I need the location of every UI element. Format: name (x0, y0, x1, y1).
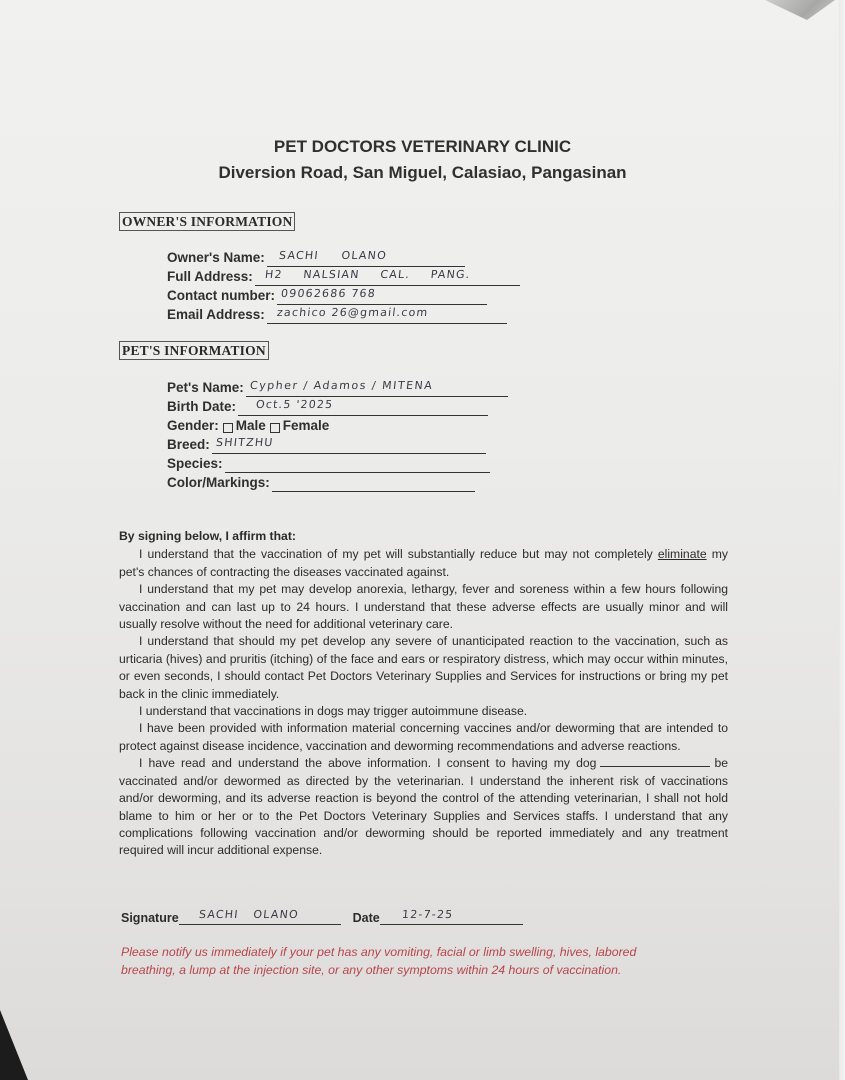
breed-field (167, 436, 486, 454)
owner-name-field (167, 249, 465, 267)
owner-name-value: SACHI OLANO (278, 249, 388, 262)
breed-value: SHITZHU (215, 436, 274, 449)
full-address-field (167, 268, 520, 286)
affirmation-p1-end: my pet's chances of contracting the diseases vaccinated against. (119, 547, 728, 579)
affirmation-p1-start: I understand that the vaccination of my pet will substantially reduce but may not completely (139, 547, 658, 562)
affirmation-block (119, 528, 728, 860)
signature-value: SACHI OLANO (197, 908, 300, 921)
species-input[interactable] (225, 456, 490, 473)
date-input[interactable] (380, 908, 523, 925)
contact-number-input[interactable] (277, 288, 487, 305)
affirmation-paragraph-6 (119, 755, 728, 859)
species-field (167, 455, 490, 473)
birth-date-field (167, 398, 488, 416)
pet-name-label: Pet's Name: (167, 380, 244, 395)
owner-name-input[interactable] (267, 250, 465, 267)
male-checkbox[interactable] (223, 423, 233, 433)
email-address-value: zachico 26@gmail.com (276, 306, 429, 319)
affirmation-paragraph-3: I understand that should my pet develop any severe of unanticipated reaction to the vaccination, such as urticaria (hives) and pruritis (itching) of the face and ears or respiratory distress, which may occur within minutes, or even seconds, I should contact Pet Doctors Veterinary Supplies and Services for instructions or bring my pet back in the clinic immediately. (119, 634, 728, 701)
color-markings-input[interactable] (272, 475, 475, 492)
date-value: 12-7-25 (401, 908, 454, 921)
paper-clip-shadow (765, 0, 835, 20)
pet-section-title: PET'S INFORMATION (119, 341, 269, 360)
affirmation-paragraph-2: I understand that my pet may develop anorexia, lethargy, fever and soreness within a few hours following vaccination and can last up to 24 hours. I understand that these adverse effects are usually minor and will usually resolve without the need for additional veterinary care. (119, 582, 728, 632)
contact-number-value: 09062686 768 (280, 287, 377, 300)
signature-row (121, 905, 523, 925)
email-address-field (167, 306, 507, 324)
full-address-label: Full Address: (167, 269, 253, 284)
signature-label: Signature (121, 911, 179, 925)
pet-name-input[interactable] (246, 380, 508, 397)
affirmation-paragraph-4: I understand that vaccinations in dogs may trigger autoimmune disease. (139, 704, 528, 719)
female-checkbox[interactable] (270, 423, 280, 433)
gender-label: Gender: (167, 418, 219, 433)
breed-label: Breed: (167, 437, 210, 452)
background-corner (0, 1010, 28, 1080)
breed-input[interactable] (212, 437, 486, 454)
affirmation-p1-underlined: eliminate (657, 547, 707, 562)
male-option-label: Male (235, 418, 266, 433)
clinic-name: PET DOCTORS VETERINARY CLINIC (273, 137, 572, 156)
date-label: Date (352, 911, 380, 925)
birth-date-input[interactable] (238, 399, 488, 416)
affirmation-title: By signing below, I affirm that: (119, 529, 296, 543)
color-markings-label: Color/Markings: (167, 475, 270, 490)
email-address-input[interactable] (267, 307, 507, 324)
owner-name-label: Owner's Name: (167, 250, 265, 265)
color-markings-field (167, 474, 475, 492)
dog-name-blank[interactable] (600, 755, 710, 767)
female-option-label: Female (282, 418, 330, 433)
email-address-label: Email Address: (167, 307, 265, 322)
clinic-address: Diversion Road, San Miguel, Calasiao, Pangasinan (218, 163, 627, 182)
affirmation-paragraph-1 (119, 546, 728, 581)
affirmation-p6-end: be vaccinated and/or dewormed as directed by the veterinarian. I understand the inherent risk of vaccinations and/or deworming, and its adverse reaction is beyond the control of the attending veterinarian, I shall not hold blame to him or her or to the Pet Doctors Veterinary Supplies and Services staffs. I understand that any complications following vaccination and/or deworming should be reported immediately and any treatment required will incur additional expense. (119, 756, 728, 858)
paper-edge (839, 0, 845, 1080)
full-address-value: H2 NALSIAN CAL. PANG. (264, 268, 471, 281)
signature-input[interactable] (179, 908, 341, 925)
affirmation-p6-start: I have read and understand the above information. I consent to having my dog (139, 756, 597, 771)
gender-field (167, 417, 329, 435)
contact-number-label: Contact number: (167, 288, 275, 303)
full-address-input[interactable] (255, 269, 520, 286)
birth-date-label: Birth Date: (167, 399, 237, 414)
pet-name-field (167, 379, 508, 397)
birth-date-value: Oct.5 '2025 (255, 398, 334, 411)
pet-name-value: Cypher / Adamos / MITENA (249, 379, 434, 392)
contact-number-field (167, 287, 487, 305)
species-label: Species: (167, 456, 223, 471)
affirmation-paragraph-5: I have been provided with information material concerning vaccines and/or deworming that are intended to protect against disease incidence, vaccination and deworming recommendations and adverse reactions. (119, 721, 728, 753)
post-vaccination-notice: Please notify us immediately if your pet has any vomiting, facial or limb swelling, hives, labored breathing, a lump at the injection site, or any other symptoms within 24 hours of vaccination. (121, 945, 637, 977)
owner-section-title: OWNER'S INFORMATION (119, 212, 295, 231)
